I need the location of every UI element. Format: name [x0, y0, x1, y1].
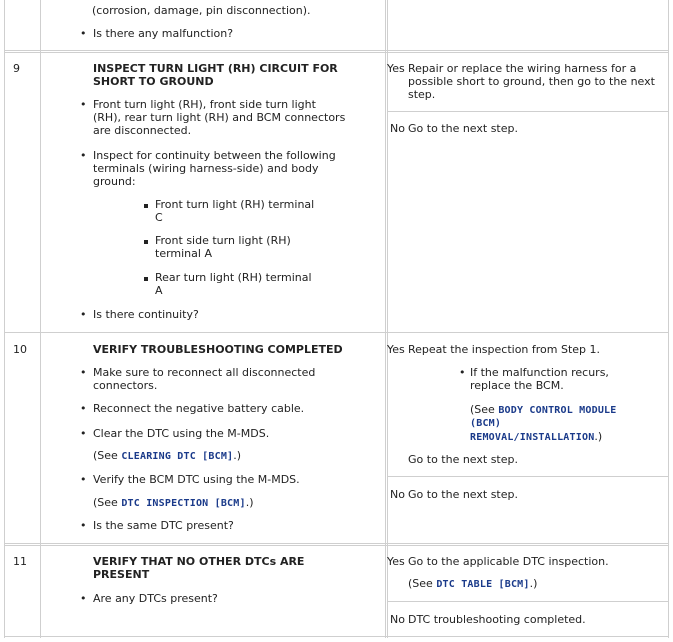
step-11-question: Are any DTCs present? — [93, 592, 218, 605]
step-9-sub-2: Front side turn light (RH) — [155, 234, 291, 247]
row-divider-9 — [4, 50, 669, 51]
see-prefix: (See — [408, 577, 437, 590]
step-10-yes-see-cont — [470, 416, 501, 430]
table-border-bottom — [4, 636, 669, 637]
square-bullet — [144, 240, 148, 244]
step-11-yes-label: Yes — [387, 555, 405, 568]
step-9-title-cont: SHORT TO GROUND — [93, 75, 214, 88]
step-11-yes-see — [408, 577, 537, 591]
step-10-yes-sub-cont: replace the BCM. — [470, 379, 564, 392]
row-divider-11b — [4, 545, 669, 546]
see-prefix: (See — [93, 449, 122, 462]
dtc-table-link[interactable]: DTC TABLE [BCM] — [436, 579, 530, 590]
step-9-yes-text: Repair or replace the wiring harness for a — [408, 62, 637, 75]
yes-no-divider-9 — [387, 111, 669, 112]
step-number-9: 9 — [13, 62, 20, 75]
step-10-yes-next: Go to the next step. — [408, 453, 518, 466]
continuation-text: (corrosion, damage, pin disconnection). — [92, 4, 311, 17]
step-10-bullet-4: Verify the BCM DTC using the M-MDS. — [93, 473, 300, 486]
step-9-sub-2-cont: terminal A — [155, 247, 212, 260]
step-10-bullet-1-cont: connectors. — [93, 379, 158, 392]
step-10-see-inspection — [93, 496, 254, 510]
step-10-bullet-3: Clear the DTC using the M-MDS. — [93, 427, 270, 440]
bullet: • — [80, 592, 87, 605]
step-10-see-clearing — [93, 449, 241, 463]
see-suffix: .) — [529, 577, 538, 590]
see-prefix: (See — [470, 403, 499, 416]
step-11-no-label: No — [390, 613, 405, 626]
removal-installation-link[interactable]: REMOVAL/INSTALLATION — [470, 432, 595, 443]
step-9-no-text: Go to the next step. — [408, 122, 518, 135]
step-10-yes-text: Repeat the inspection from Step 1. — [408, 343, 601, 356]
step-9-yes-label: Yes — [387, 62, 405, 75]
bullet: • — [80, 473, 87, 486]
bcm-link-cont[interactable]: (BCM) — [470, 418, 502, 429]
step-9-bullet-2-cont: terminals (wiring harness-side) and body — [93, 162, 319, 175]
row-divider-10 — [4, 332, 669, 333]
step-10-title: VERIFY TROUBLESHOOTING COMPLETED — [93, 343, 343, 356]
row-divider-11 — [4, 543, 669, 544]
step-10-no-text: Go to the next step. — [408, 488, 518, 501]
step-11-no-text: DTC troubleshooting completed. — [408, 613, 586, 626]
continuation-question: Is there any malfunction? — [93, 27, 234, 40]
step-10-no-label: No — [390, 488, 405, 501]
bullet: • — [80, 427, 87, 440]
step-9-bullet-1: Front turn light (RH), front side turn light — [93, 98, 316, 111]
bullet: • — [80, 402, 87, 415]
square-bullet — [144, 204, 148, 208]
step-11-title-cont: PRESENT — [93, 568, 150, 581]
step-9-yes-text-cont: possible short to ground, then go to the next — [408, 75, 655, 88]
yes-no-divider-11 — [387, 601, 669, 602]
bullet: • — [80, 149, 87, 162]
see-suffix: .) — [233, 449, 242, 462]
bullet: • — [80, 308, 87, 321]
see-suffix: .) — [594, 430, 603, 443]
clearing-dtc-link[interactable]: CLEARING DTC [BCM] — [121, 451, 234, 462]
step-10-bullet-2: Reconnect the negative battery cable. — [93, 402, 305, 415]
step-9-sub-1-cont: C — [155, 211, 163, 224]
see-suffix: .) — [245, 496, 254, 509]
step-9-question: Is there continuity? — [93, 308, 199, 321]
troubleshooting-table — [4, 0, 669, 638]
step-9-yes-text-cont: step. — [408, 88, 436, 101]
step-11-yes-text: Go to the applicable DTC inspection. — [408, 555, 609, 568]
step-10-yes-see-cont — [470, 430, 602, 444]
square-bullet — [144, 277, 148, 281]
step-10-yes-see — [470, 403, 617, 417]
step-9-bullet-2: Inspect for continuity between the following — [93, 149, 336, 162]
step-number-11: 11 — [13, 555, 27, 568]
bullet: • — [459, 366, 466, 379]
step-9-bullet-1-cont: are disconnected. — [93, 124, 192, 137]
step-11-title: VERIFY THAT NO OTHER DTCs ARE — [93, 555, 305, 568]
step-10-yes-label: Yes — [387, 343, 405, 356]
step-9-bullet-1-cont: (RH), rear turn light (RH) and BCM connectors — [93, 111, 346, 124]
step-number-10: 10 — [13, 343, 27, 356]
step-9-no-label: No — [390, 122, 405, 135]
step-9-sub-3: Rear turn light (RH) terminal — [155, 271, 312, 284]
see-prefix: (See — [93, 496, 122, 509]
step-9-sub-1: Front turn light (RH) terminal — [155, 198, 315, 211]
step-9-bullet-2-cont: ground: — [93, 175, 136, 188]
bullet: • — [80, 366, 87, 379]
step-10-bullet-1: Make sure to reconnect all disconnected — [93, 366, 316, 379]
dtc-inspection-link[interactable]: DTC INSPECTION [BCM] — [121, 498, 246, 509]
step-9-sub-3-cont: A — [155, 284, 163, 297]
yes-no-divider-10 — [387, 476, 669, 477]
step-10-question: Is the same DTC present? — [93, 519, 234, 532]
bullet: • — [80, 27, 87, 40]
step-10-yes-sub: If the malfunction recurs, — [470, 366, 609, 379]
bullet: • — [80, 519, 87, 532]
step-9-title: INSPECT TURN LIGHT (RH) CIRCUIT FOR — [93, 62, 338, 75]
bullet: • — [80, 98, 87, 111]
bcm-link[interactable]: BODY CONTROL MODULE — [498, 405, 617, 416]
row-divider-9b — [4, 52, 669, 53]
